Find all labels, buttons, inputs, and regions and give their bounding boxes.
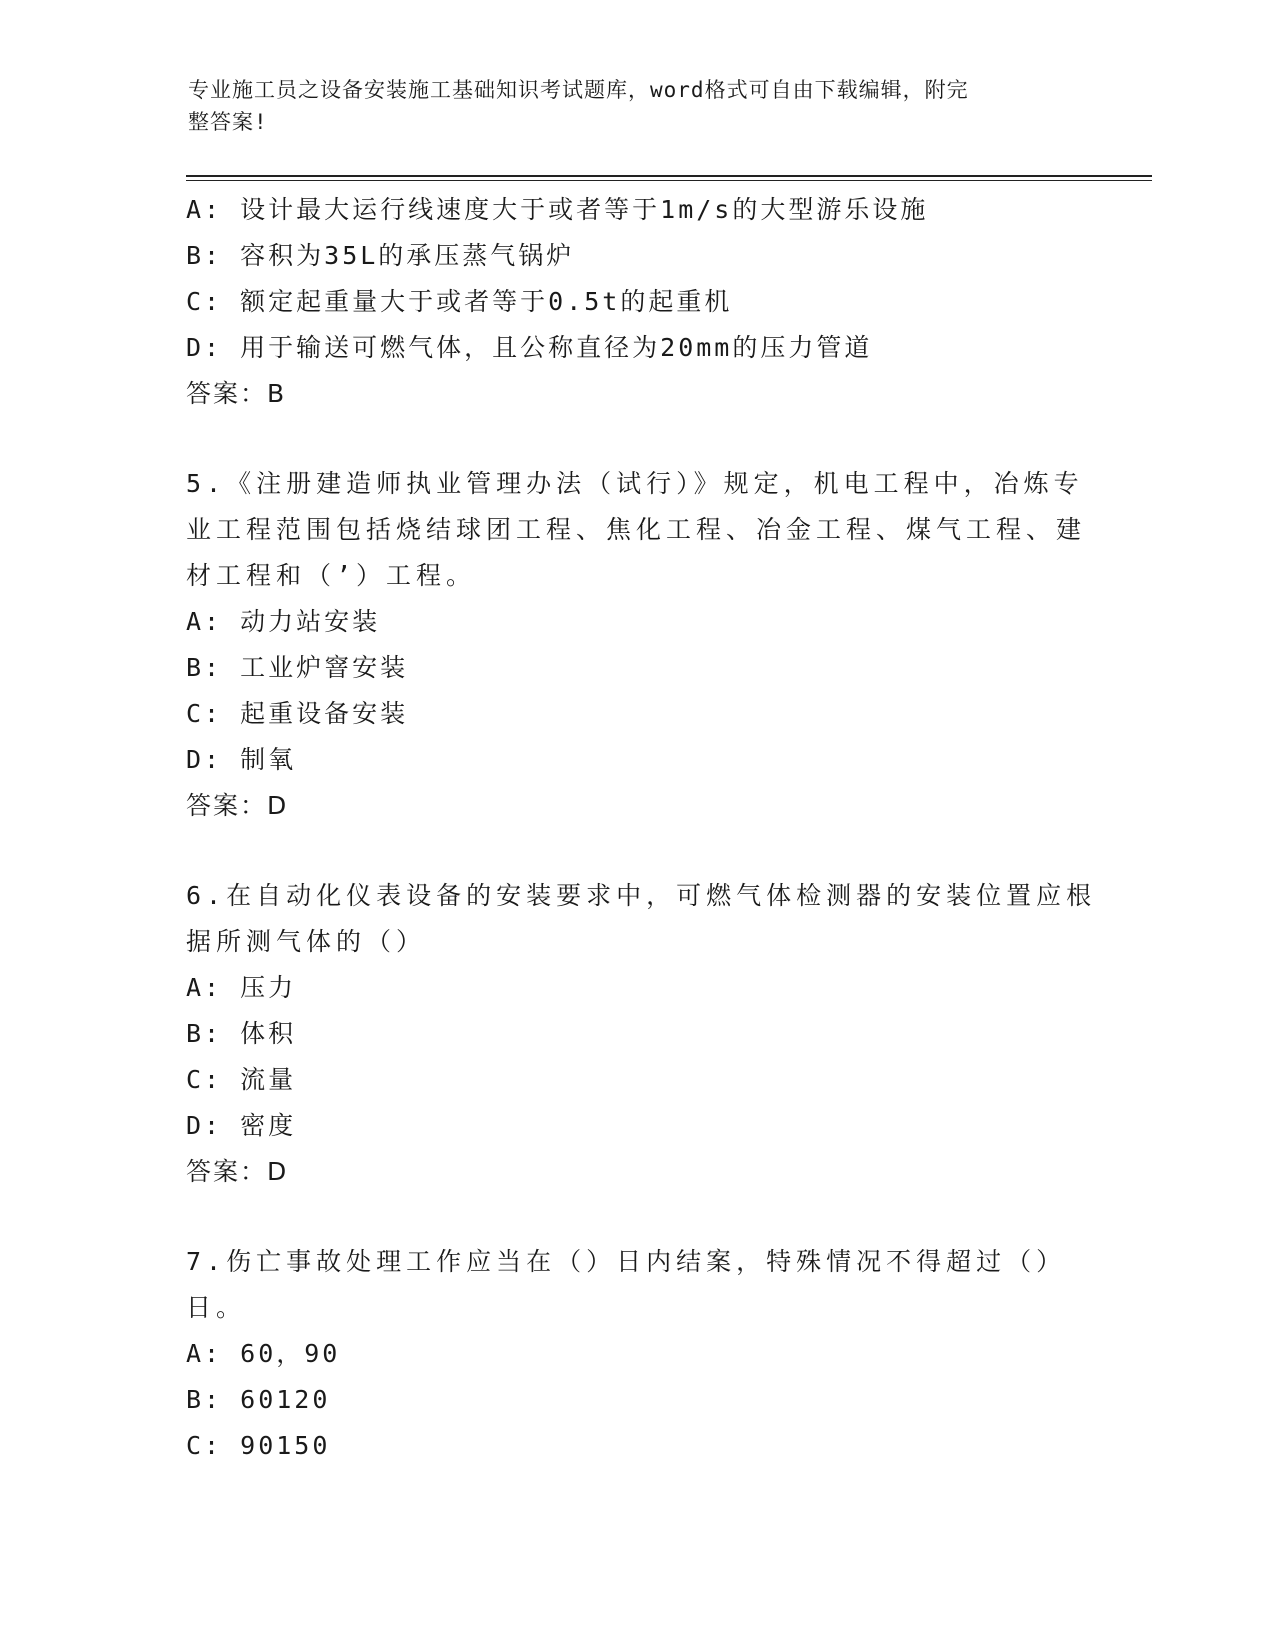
spacer xyxy=(186,417,1066,461)
question-stem-line: 日。 xyxy=(186,1293,247,1322)
answer: 答案：B xyxy=(186,379,287,408)
option-b: B: 容积为35L的承压蒸气锅炉 xyxy=(186,241,575,270)
question-5 xyxy=(186,461,1087,829)
question-stem-line: 据所测气体的（） xyxy=(186,927,427,956)
option-d: D: 制氧 xyxy=(186,745,297,774)
header-divider-thin xyxy=(186,180,1152,181)
question-list xyxy=(186,187,1097,1469)
option-c: C: 90150 xyxy=(186,1431,331,1460)
option-b: B: 体积 xyxy=(186,1019,297,1048)
header-line-2: 整答案! xyxy=(188,110,268,134)
option-b: B: 60120 xyxy=(186,1385,331,1414)
question-stem-line: 5.《注册建造师执业管理办法（试行）》规定，机电工程中，冶炼专 xyxy=(186,469,1084,498)
option-a: A: 动力站安装 xyxy=(186,607,381,636)
option-b: B: 工业炉窨安装 xyxy=(186,653,409,682)
spacer xyxy=(186,829,1066,873)
option-a: A: 60，90 xyxy=(186,1339,341,1368)
option-c: C: 起重设备安装 xyxy=(186,699,409,728)
question-4 xyxy=(186,187,1066,417)
question-stem-line: 材工程和（’）工程。 xyxy=(186,561,477,590)
document-header xyxy=(188,74,1068,138)
option-d: D: 用于输送可燃气体，且公称直径为20mm的压力管道 xyxy=(186,333,873,362)
option-c: C: 流量 xyxy=(186,1065,297,1094)
answer: 答案：D xyxy=(186,1157,289,1186)
answer: 答案：D xyxy=(186,791,289,820)
option-a: A: 压力 xyxy=(186,973,297,1002)
option-a: A: 设计最大运行线速度大于或者等于1m/s的大型游乐设施 xyxy=(186,195,929,224)
option-c: C: 额定起重量大于或者等于0.5t的起重机 xyxy=(186,287,733,316)
question-6 xyxy=(186,873,1097,1195)
option-d: D: 密度 xyxy=(186,1111,297,1140)
header-divider-thick xyxy=(186,175,1152,177)
spacer xyxy=(186,1195,1066,1239)
question-7 xyxy=(186,1239,1066,1469)
question-stem-line: 6.在自动化仪表设备的安装要求中，可燃气体检测器的安装位置应根 xyxy=(186,881,1097,910)
question-stem-line: 业工程范围包括烧结球团工程、焦化工程、冶金工程、煤气工程、建 xyxy=(186,515,1087,544)
header-line-1: 专业施工员之设备安装施工基础知识考试题库，word格式可自由下载编辑，附完 xyxy=(188,78,969,102)
question-stem-line: 7.伤亡事故处理工作应当在（）日内结案，特殊情况不得超过（） xyxy=(186,1247,1067,1276)
